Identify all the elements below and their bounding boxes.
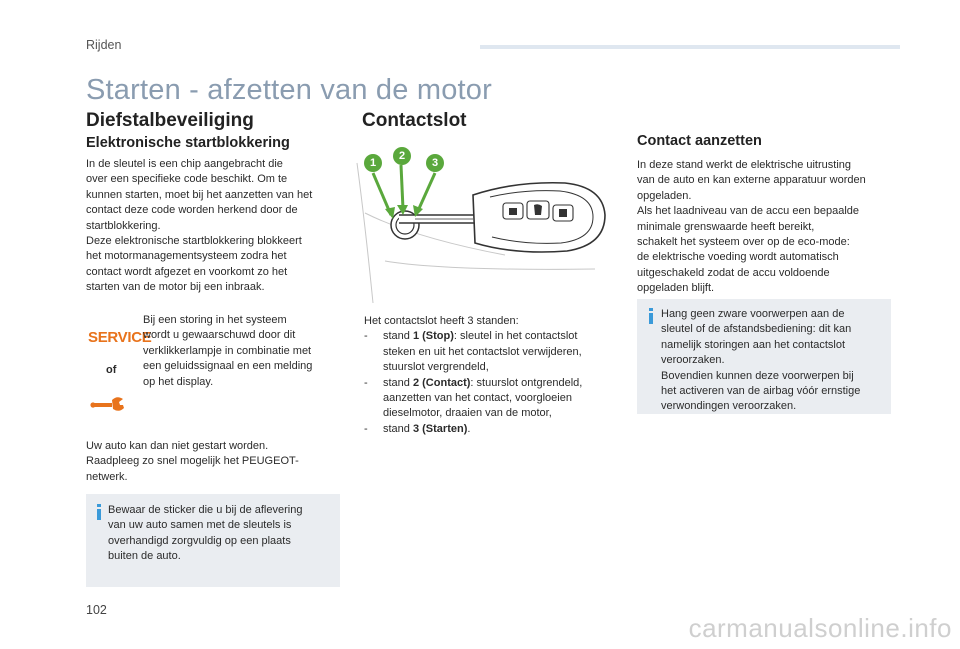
note-line: van uw auto samen met de sleutels is bbox=[108, 519, 292, 532]
subheading-contact-aanzetten: Contact aanzetten bbox=[637, 133, 762, 149]
heading-diefstalbeveiliging: Diefstalbeveiliging bbox=[86, 110, 254, 131]
page-title: Starten - afzetten van de motor bbox=[86, 74, 492, 106]
header-bar bbox=[480, 45, 900, 49]
list-line: stuurslot vergrendeld, bbox=[383, 361, 489, 374]
storing-warning-text bbox=[143, 313, 343, 390]
para-line: In deze stand werkt de elektrische uitrusting bbox=[637, 159, 852, 171]
note-line: namelijk storingen aan het contactslot bbox=[661, 338, 846, 351]
outro-line: Uw auto kan dan niet gestart worden. bbox=[86, 440, 269, 452]
contact-aanzetten-text bbox=[637, 158, 899, 297]
list-prefix: stand bbox=[383, 330, 413, 343]
list-prefix: stand bbox=[383, 422, 413, 435]
outro-line: Raadpleeg zo snel mogelijk het PEUGEOT- bbox=[86, 455, 299, 468]
list-rest: : sleutel in het contactslot bbox=[453, 330, 578, 343]
list-item bbox=[364, 376, 626, 422]
info-icon bbox=[94, 504, 104, 520]
service-warning-icon: SERVICE bbox=[88, 329, 152, 346]
para-line: Als het laadniveau van de accu een bepaalde bbox=[637, 205, 860, 218]
intro-line: In de sleutel is een chip aangebracht die bbox=[86, 158, 283, 170]
para-line: opgeladen. bbox=[637, 189, 692, 202]
warning-line: een geluidssignaal en een melding bbox=[143, 360, 313, 373]
note-line: Bovendien kunnen deze voorwerpen bij bbox=[661, 369, 854, 382]
list-bold: 2 (Contact) bbox=[412, 376, 471, 389]
note-line: Bewaar de sticker die u bij de aflevering bbox=[108, 504, 303, 516]
startblokkering-intro bbox=[86, 157, 348, 296]
list-line: dieselmotor, draaien van de motor, bbox=[383, 407, 552, 420]
ignition-key-illustration bbox=[355, 143, 620, 308]
note-line: overhandigd zorgvuldig op een plaats bbox=[108, 534, 291, 547]
niet-gestart-text bbox=[86, 439, 348, 485]
marker-2: 2 bbox=[393, 147, 411, 165]
list-item bbox=[364, 422, 626, 437]
list-rest: . bbox=[467, 422, 471, 435]
list-line: aanzetten van het contact, voorgloeien bbox=[383, 392, 572, 405]
para-line: de elektrische voeding wordt automatisch bbox=[637, 251, 839, 264]
note-line: veroorzaken. bbox=[661, 354, 725, 367]
list-prefix: stand bbox=[383, 376, 413, 389]
page-number: 102 bbox=[86, 603, 107, 617]
list-bold: 1 (Stop) bbox=[412, 330, 454, 343]
para-line: minimale grenswaarde heeft bereikt, bbox=[637, 220, 815, 233]
warning-line: Bij een storing in het systeem bbox=[143, 314, 287, 326]
watermark[interactable]: carmanualsonline.info bbox=[688, 613, 952, 643]
intro-line: startblokkering. bbox=[86, 219, 161, 232]
intro-line: contact wordt afgezet en voorkomt zo het bbox=[86, 265, 288, 278]
note-line: sleutel of de afstandsbediening: dit kan bbox=[661, 323, 852, 336]
note-line: Hang geen zware voorwerpen aan de bbox=[661, 308, 845, 320]
warning-line: wordt u gewaarschuwd door dit bbox=[143, 329, 296, 342]
list-line: steken en uit het contactslot verwijderen, bbox=[383, 345, 582, 358]
list-item bbox=[364, 329, 626, 375]
intro-line: over een specifieke code beschikt. Om te bbox=[86, 173, 288, 186]
outro-line: netwerk. bbox=[86, 470, 128, 483]
para-line: schakelt het systeem over op de eco-mode: bbox=[637, 236, 850, 249]
key-icon bbox=[355, 143, 620, 308]
para-line: opgeladen blijft. bbox=[637, 282, 715, 295]
intro-line: het motormanagementsysteem zodra het bbox=[86, 250, 287, 263]
subheading-startblokkering: Elektronische startblokkering bbox=[86, 135, 290, 151]
para-line: uitgeschakeld zodat de accu voldoende bbox=[637, 266, 830, 279]
intro-line: kunnen starten, moet bij het aanzetten van het bbox=[86, 188, 313, 201]
wrench-icon bbox=[90, 396, 126, 419]
note-line: het activeren van de airbag vóór ernstige bbox=[661, 385, 861, 398]
note-line: verwondingen veroorzaken. bbox=[661, 400, 797, 413]
info-icon bbox=[646, 308, 656, 324]
sticker-note-box bbox=[86, 494, 340, 587]
list-dash: - bbox=[364, 376, 368, 389]
list-dash: - bbox=[364, 330, 368, 343]
section-label: Rijden bbox=[86, 38, 122, 52]
marker-3: 3 bbox=[426, 154, 444, 172]
list-dash: - bbox=[364, 422, 368, 435]
intro-line: starten van de motor bij een inbraak. bbox=[86, 281, 265, 294]
intro-line: contact deze code worden herkend door de bbox=[86, 204, 298, 217]
contactslot-text bbox=[364, 314, 626, 437]
zware-voorwerpen-note-box bbox=[637, 299, 891, 414]
warning-line: op het display. bbox=[143, 375, 214, 388]
list-rest: : stuurslot ontgrendeld, bbox=[470, 376, 583, 389]
or-label: of bbox=[106, 364, 117, 376]
note-line: buiten de auto. bbox=[108, 550, 181, 563]
list-bold: 3 (Starten) bbox=[412, 422, 468, 435]
heading-contactslot: Contactslot bbox=[362, 110, 467, 131]
intro-line: Deze elektronische startblokkering blokkeert bbox=[86, 235, 302, 248]
para-line: van de auto en kan externe apparatuur worden bbox=[637, 174, 866, 187]
contactslot-intro: Het contactslot heeft 3 standen: bbox=[364, 315, 519, 327]
warning-line: verklikkerlampje in combinatie met bbox=[143, 344, 312, 357]
marker-1: 1 bbox=[364, 154, 382, 172]
